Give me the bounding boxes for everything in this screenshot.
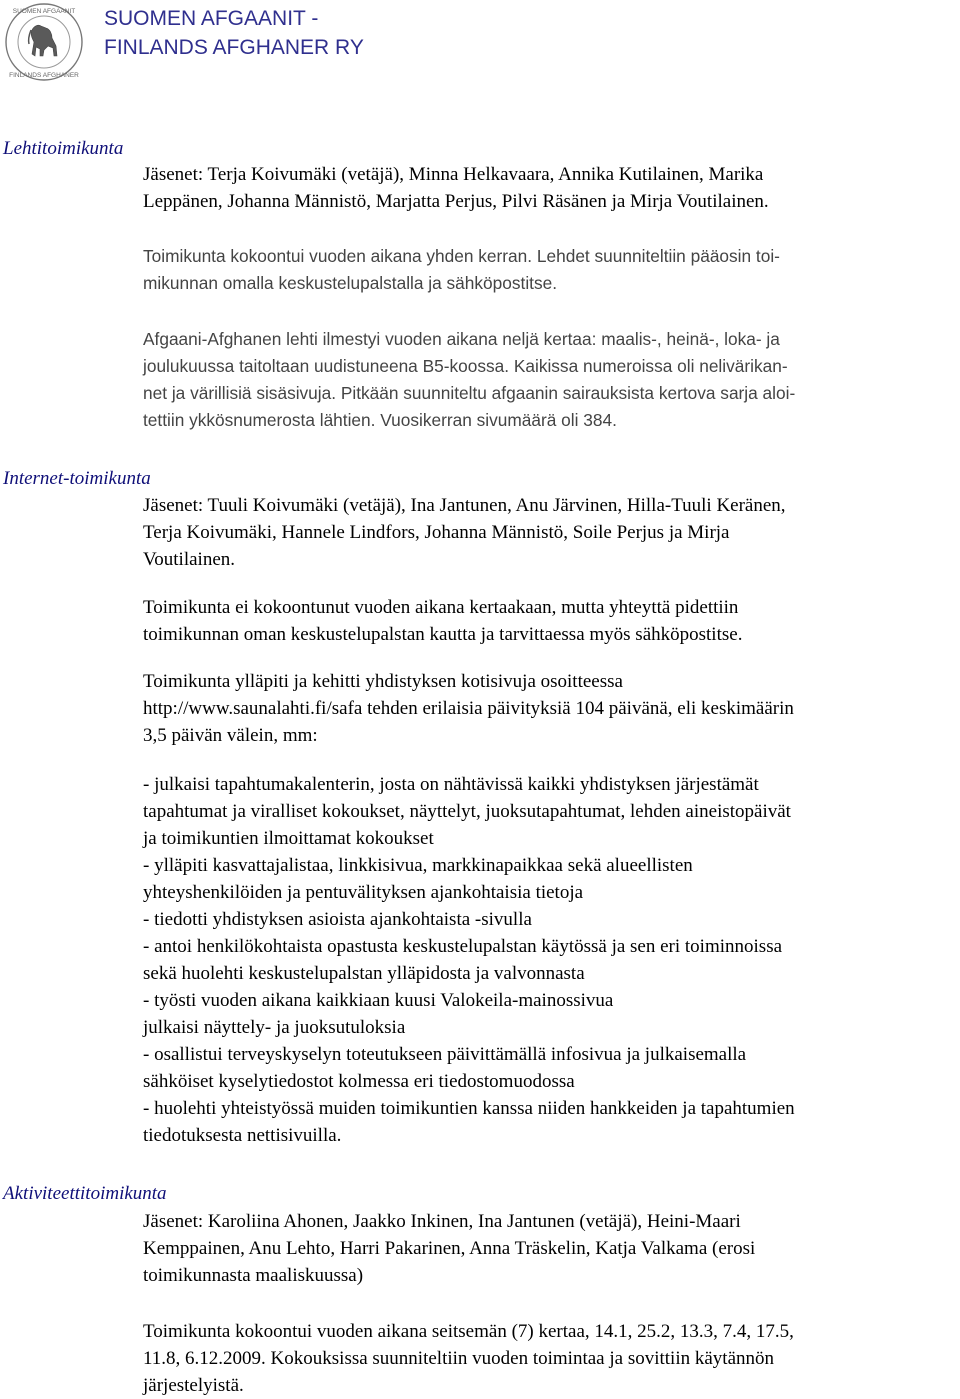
text-line: Leppänen, Johanna Männistö, Marjatta Perjus, Pilvi Räsänen ja Mirja Voutilainen. [143, 191, 769, 212]
section-title-internet-toimikunta: Internet-toimikunta [3, 468, 151, 489]
text-line: 11.8, 6.12.2009. Kokouksissa suunniteltiin vuoden toimintaa ja sovittiin käytännön [143, 1348, 774, 1369]
list-item-line: - antoi henkilökohtaista opastusta keskustelupalstan käytössä ja sen eri toiminnoissa [143, 936, 783, 957]
organization-name: SUOMEN AFGAANIT - FINLANDS AFGHANER RY [104, 7, 364, 59]
text-line: Jäsenet: Karoliina Ahonen, Jaakko Inkinen, Ina Jantunen (vetäjä), Heini-Maari [143, 1211, 741, 1232]
list-item-line: - työsti vuoden aikana kaikkiaan kuusi Valokeila-mainossivua [143, 990, 614, 1011]
text-line: joulukuussa taitoltaan uudistuneena B5-koossa. Kaikissa numeroissa oli nelivärikan- [143, 356, 788, 376]
text-line: toimikunnasta maaliskuussa) [143, 1265, 364, 1286]
text-line: tettiin ykkösnumerosta lähtien. Vuosikerran sivumäärä oli 384. [143, 410, 617, 430]
text-line: Toimikunta kokoontui vuoden aikana yhden kerran. Lehdet suunniteltiin pääosin toi- [143, 246, 780, 266]
text-line: Toimikunta kokoontui vuoden aikana seitsemän (7) kertaa, 14.1, 25.2, 13.3, 7.4, 17.5, [143, 1321, 794, 1342]
svg-text:FINLANDS AFGHANER: FINLANDS AFGHANER [9, 72, 79, 79]
text-line: Jäsenet: Tuuli Koivumäki (vetäjä), Ina Jantunen, Anu Järvinen, Hilla-Tuuli Keränen, [143, 495, 786, 516]
list-item-line: - julkaisi tapahtumakalenterin, josta on nähtävissä kaikki yhdistyksen järjestämät [143, 774, 759, 795]
internet-toimikunta-task-list [143, 771, 960, 1149]
text-line: http://www.saunalahti.fi/safa tehden erilaisia päivityksiä 104 päivänä, eli keskimäärin [143, 698, 794, 719]
section-title-aktiviteettitoimikunta: Aktiviteettitoimikunta [3, 1183, 167, 1204]
document-header [0, 0, 960, 84]
aktiviteettitoimikunta-members [143, 1208, 960, 1289]
text-line: Jäsenet: Terja Koivumäki (vetäjä), Minna Helkavaara, Annika Kutilainen, Marika [143, 164, 764, 185]
internet-toimikunta-members [143, 492, 960, 573]
text-line: Afgaani-Afghanen lehti ilmestyi vuoden aikana neljä kertaa: maalis-, heinä-, loka- ja [143, 329, 780, 349]
text-line: Terja Koivumäki, Hannele Lindfors, Johanna Männistö, Soile Perjus ja Mirja [143, 522, 730, 543]
afghan-hound-seal-icon [2, 2, 86, 82]
text-line: mikunnan omalla keskustelupalstalla ja sähköpostitse. [143, 273, 558, 293]
list-item-line: ja toimikuntien ilmoittamat kokoukset [143, 828, 434, 849]
text-line: 3,5 päivän välein, mm: [143, 725, 318, 746]
list-item-line: - huolehti yhteistyössä muiden toimikuntien kanssa niiden hankkeiden ja tapahtumien [143, 1098, 795, 1119]
text-line: Toimikunta ei kokoontunut vuoden aikana kertaakaan, mutta yhteyttä pidettiin [143, 597, 739, 618]
section-title-lehtitoimikunta: Lehtitoimikunta [3, 138, 124, 159]
aktiviteettitoimikunta-meetings [143, 1318, 960, 1399]
list-item-line: sähköiset kyselytiedostot kolmessa eri tiedostomuodossa [143, 1071, 575, 1092]
text-line: järjestelyistä. [143, 1375, 244, 1396]
list-item-line: - ylläpiti kasvattajalistaa, linkkisivua, markkinapaikkaa sekä alueellisten [143, 855, 693, 876]
list-item-line: - osallistui terveyskyselyn toteutukseen päivittämällä infosivua ja julkaisemalla [143, 1044, 747, 1065]
svg-text:SUOMEN AFGAANIT: SUOMEN AFGAANIT [12, 8, 76, 15]
text-line: net ja värillisiä sisäsivuja. Pitkään suunniteltu afgaanin sairauksista kertova sarja aloi- [143, 383, 796, 403]
list-item-line: tapahtumat ja viralliset kokoukset, näyttelyt, juoksutapahtumat, lehden aineistopäivät [143, 801, 791, 822]
internet-toimikunta-website [143, 668, 960, 749]
text-line: toimikunnan oman keskustelupalstan kautta ja tarvittaessa myös sähköpostitse. [143, 624, 743, 645]
lehtitoimikunta-meetings [143, 243, 960, 297]
internet-toimikunta-meetings [143, 594, 960, 648]
list-item-line: - tiedotti yhdistyksen asioista ajankohtaista -sivulla [143, 909, 532, 930]
list-item-line: tiedotuksesta nettisivuilla. [143, 1125, 342, 1146]
text-line: Toimikunta ylläpiti ja kehitti yhdistyksen kotisivuja osoitteessa [143, 671, 623, 692]
text-line: Voutilainen. [143, 549, 236, 570]
list-item-line: sekä huolehti keskustelupalstan ylläpidosta ja valvonnasta [143, 963, 585, 984]
club-logo [2, 2, 86, 82]
lehtitoimikunta-members [143, 161, 960, 215]
lehtitoimikunta-magazine [143, 326, 960, 434]
text-line: Kemppainen, Anu Lehto, Harri Pakarinen, Anna Träskelin, Katja Valkama (erosi [143, 1238, 756, 1259]
list-item-line: julkaisi näyttely- ja juoksutuloksia [143, 1017, 406, 1038]
list-item-line: yhteyshenkilöiden ja pentuvälityksen ajankohtaisia tietoja [143, 882, 584, 903]
